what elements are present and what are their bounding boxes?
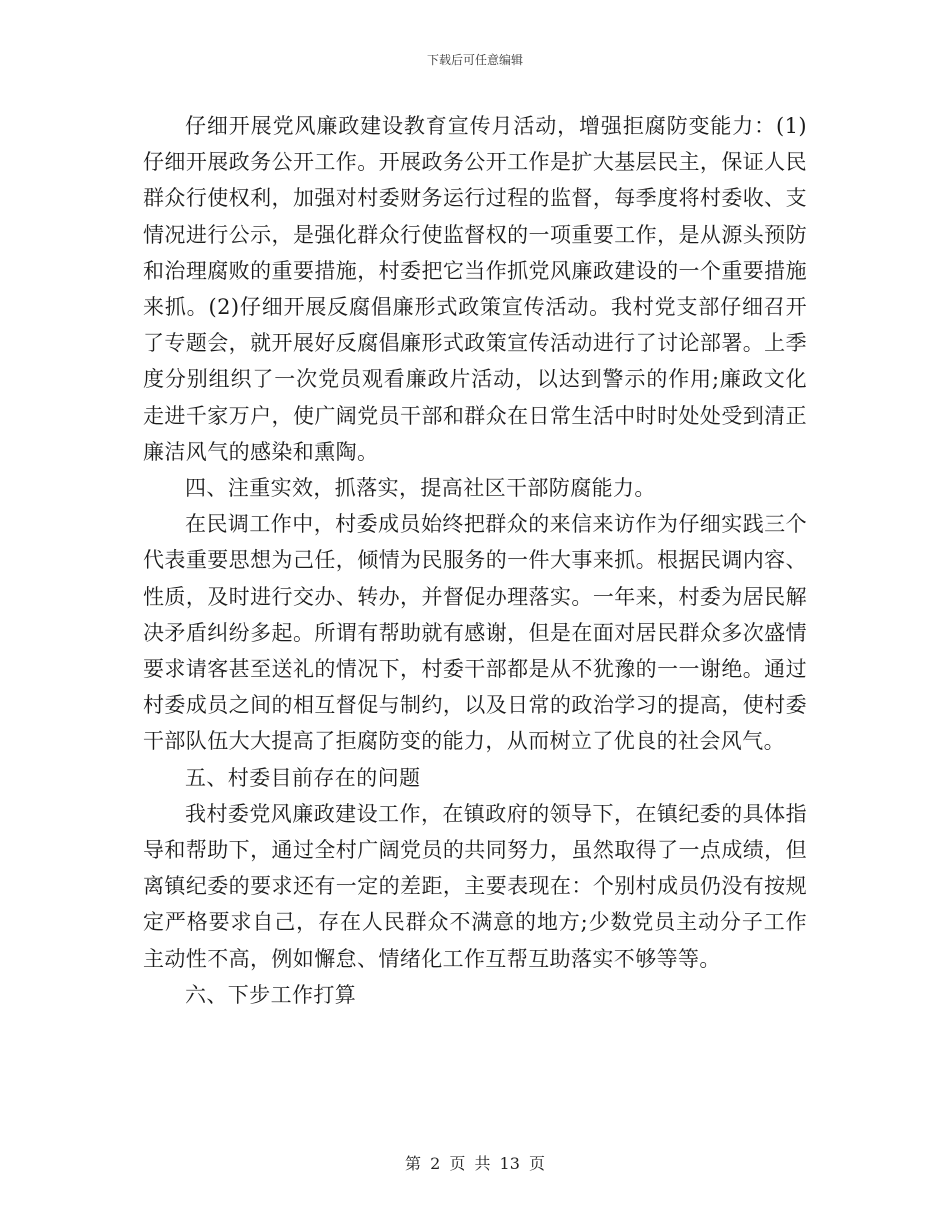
paragraph-mediation-work: 在民调工作中，村委成员始终把群众的来信来访作为仔细实践三个代表重要思想为己任，倾情为民服务的一件大事来抓。根据民调内容、性质，及时进行交办、转办，并督促办理落实。一年来，村委为居民解决矛盾纠纷多起。所谓有帮助就有感谢，但是在面对居民群众多次盛情要求请客甚至送礼的情况下，村委干部都是从不犹豫的一一谢绝。通过村委成员之间的相互督促与制约，以及日常的政治学习的提高，使村委干部队伍大大提高了拒腐防变的能力，从而树立了优良的社会风气。: [143, 512, 807, 754]
paragraph-existing-problems: 我村委党风廉政建设工作，在镇政府的领导下，在镇纪委的具体指导和帮助下，通过全村广阔党员的共同努力，虽然取得了一点成绩，但离镇纪委的要求还有一定的差距，主要表现在：个别村成员仍没有按规定严格要求自己，存在人民群众不满意的地方;少数党员主动分子工作主动性不高，例如懈怠、情绪化工作互帮互助落实不够等等。: [143, 801, 807, 971]
section-heading-four: 四、注重实效，抓落实，提高社区干部防腐能力。: [185, 476, 656, 501]
section-heading-five: 五、村委目前存在的问题: [185, 765, 421, 790]
document-body: [143, 108, 807, 1013]
section-heading-six: 六、下步工作打算: [185, 982, 357, 1007]
page-number-footer: 第 2 页 共 13 页: [405, 1154, 545, 1173]
page-header-note: 下载后可任意编辑: [426, 53, 523, 67]
paragraph-education-month: 仔细开展党风廉政建设教育宣传月活动，增强拒腐防变能力：(1)仔细开展政务公开工作。开展政务公开工作是扩大基层民主，保证人民群众行使权利，加强对村委财务运行过程的监督，每季度将村委收、支情况进行公示，是强化群众行使监督权的一项重要工作，是从源头预防和治理腐败的重要措施，村委把它当作抓党风廉政建设的一个重要措施来抓。(2)仔细开展反腐倡廉形式政策宣传活动。我村党支部仔细召开了专题会，就开展好反腐倡廉形式政策宣传活动进行了讨论部署。上季度分别组织了一次党员观看廉政片活动，以达到警示的作用;廉政文化走进千家万户，使广阔党员干部和群众在日常生活中时时处处受到清正廉洁风气的感染和熏陶。: [143, 114, 807, 464]
